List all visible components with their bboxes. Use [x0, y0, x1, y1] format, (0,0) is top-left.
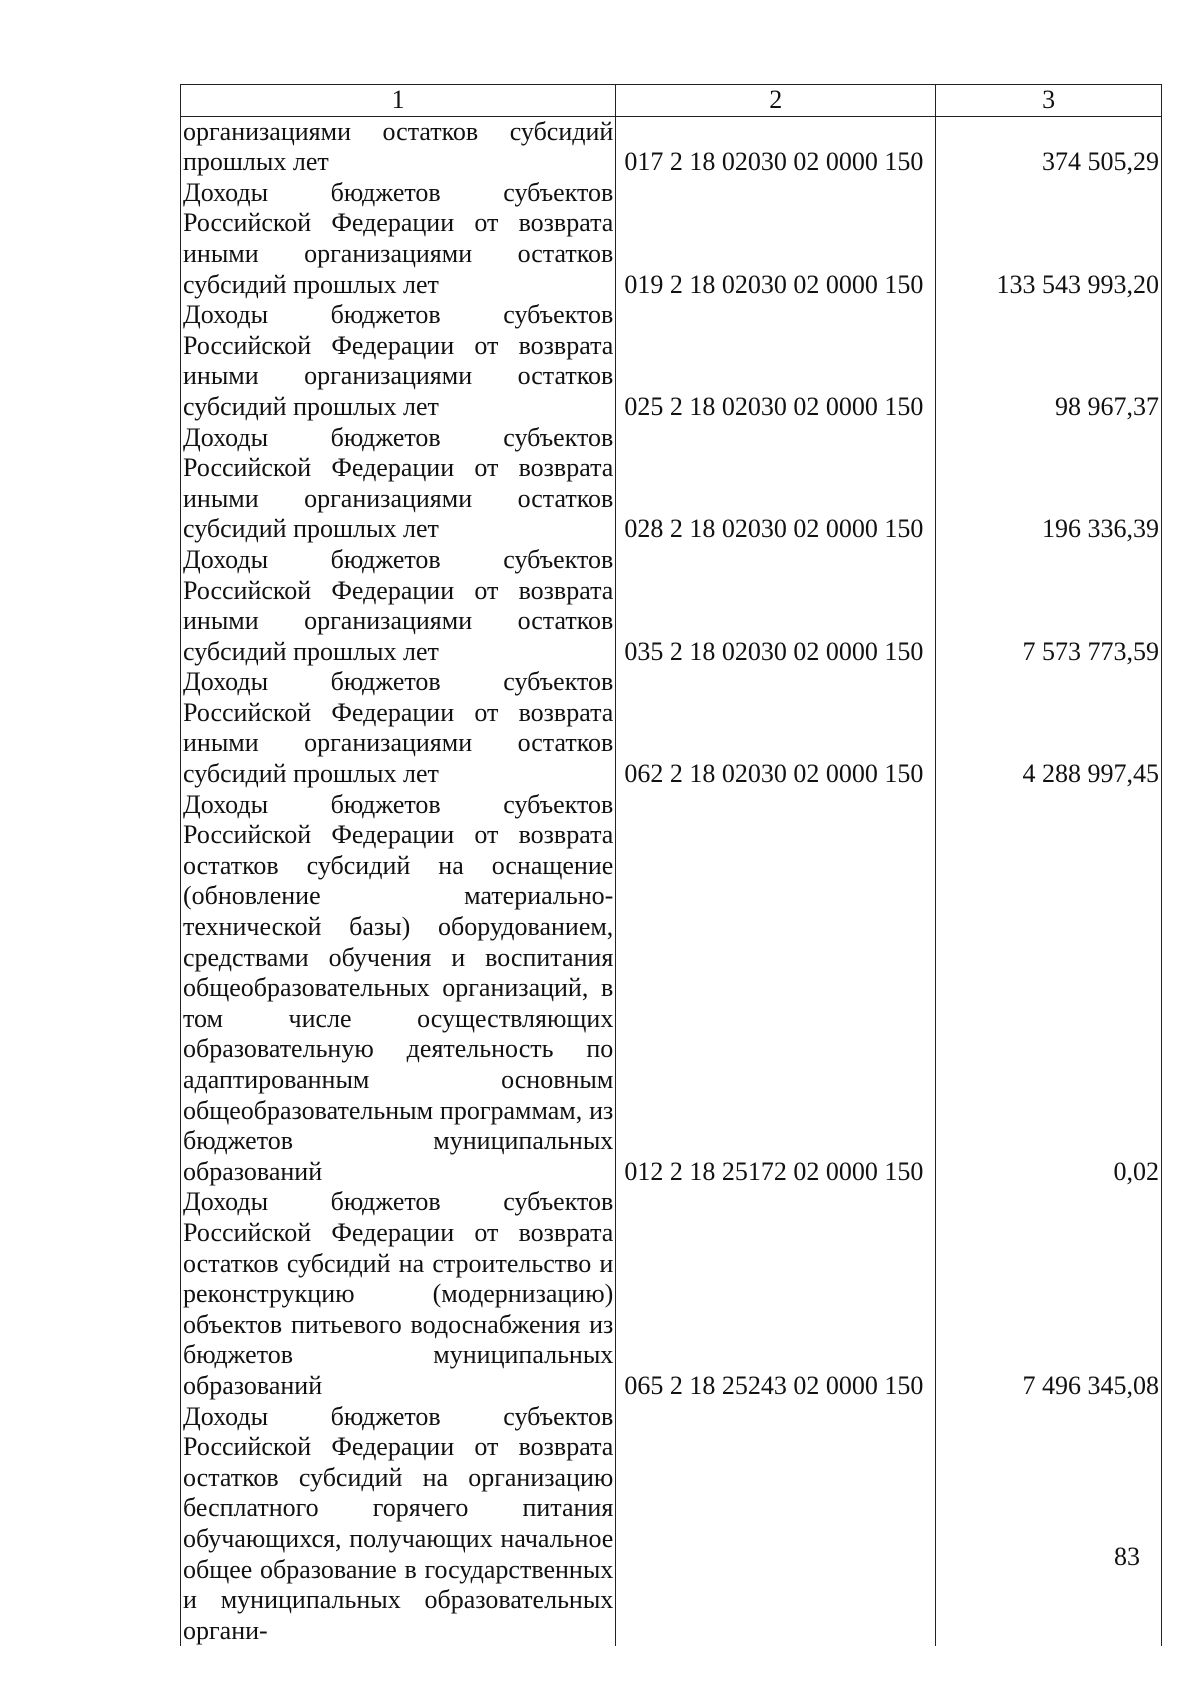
- row-code: 062 2 18 02030 02 0000 150: [616, 667, 936, 789]
- row-amount: [936, 1402, 1162, 1647]
- table-row: [181, 1187, 1162, 1401]
- row-code: 035 2 18 02030 02 0000 150: [616, 545, 936, 667]
- row-description: организациями остатков субсидий прошлых лет: [181, 116, 616, 178]
- table-row: [181, 178, 1162, 300]
- row-amount: 0,02: [936, 790, 1162, 1188]
- table-row: [181, 423, 1162, 545]
- header-row: [181, 85, 1162, 117]
- row-description: Доходы бюджетов субъектов Российской Федерации от возврата иными организациями остатков субсидий прошлых лет: [181, 545, 616, 667]
- row-code: 017 2 18 02030 02 0000 150: [616, 116, 936, 178]
- table-row: [181, 116, 1162, 178]
- row-amount: 7 496 345,08: [936, 1187, 1162, 1401]
- row-code: 025 2 18 02030 02 0000 150: [616, 300, 936, 422]
- row-code: [616, 1402, 936, 1647]
- row-description: Доходы бюджетов субъектов Российской Федерации от возврата остатков субсидий на организацию бесплатного горячего питания обучающихся, получающих начальное общее образование в государственных и муниципальных образовательных органи-: [181, 1402, 616, 1647]
- row-description: Доходы бюджетов субъектов Российской Федерации от возврата иными организациями остатков субсидий прошлых лет: [181, 178, 616, 300]
- row-code: 065 2 18 25243 02 0000 150: [616, 1187, 936, 1401]
- header-col-2: 2: [616, 85, 936, 117]
- header-col-3: 3: [936, 85, 1162, 117]
- row-description: Доходы бюджетов субъектов Российской Федерации от возврата иными организациями остатков субсидий прошлых лет: [181, 423, 616, 545]
- row-description: Доходы бюджетов субъектов Российской Федерации от возврата иными организациями остатков субсидий прошлых лет: [181, 300, 616, 422]
- row-description: Доходы бюджетов субъектов Российской Федерации от возврата иными организациями остатков субсидий прошлых лет: [181, 667, 616, 789]
- row-amount: 7 573 773,59: [936, 545, 1162, 667]
- row-code: 028 2 18 02030 02 0000 150: [616, 423, 936, 545]
- row-description: Доходы бюджетов субъектов Российской Федерации от возврата остатков субсидий на оснащение (обновление материально-технической базы) оборудованием, средствами обучения и воспитания общеобразовательных организаций, в том числе осуществляющих образовательную деятельность по адаптированным основным общеобразовательным программам, из бюджетов муниципальных образований: [181, 790, 616, 1188]
- row-amount: 196 336,39: [936, 423, 1162, 545]
- row-amount: 98 967,37: [936, 300, 1162, 422]
- row-amount: 133 543 993,20: [936, 178, 1162, 300]
- row-amount: 374 505,29: [936, 116, 1162, 178]
- row-code: 019 2 18 02030 02 0000 150: [616, 178, 936, 300]
- page-number: 83: [1114, 1542, 1140, 1571]
- row-code: 012 2 18 25172 02 0000 150: [616, 790, 936, 1188]
- table-row: [181, 545, 1162, 667]
- table-row: [181, 1402, 1162, 1647]
- row-description: Доходы бюджетов субъектов Российской Федерации от возврата остатков субсидий на строительство и реконструкцию (модернизацию) объектов питьевого водоснабжения из бюджетов муниципальных образований: [181, 1187, 616, 1401]
- table-row: [181, 790, 1162, 1188]
- revenue-table: [180, 84, 1162, 1646]
- header-col-1: 1: [181, 85, 616, 117]
- table-row: [181, 667, 1162, 789]
- row-amount: 4 288 997,45: [936, 667, 1162, 789]
- table-row: [181, 300, 1162, 422]
